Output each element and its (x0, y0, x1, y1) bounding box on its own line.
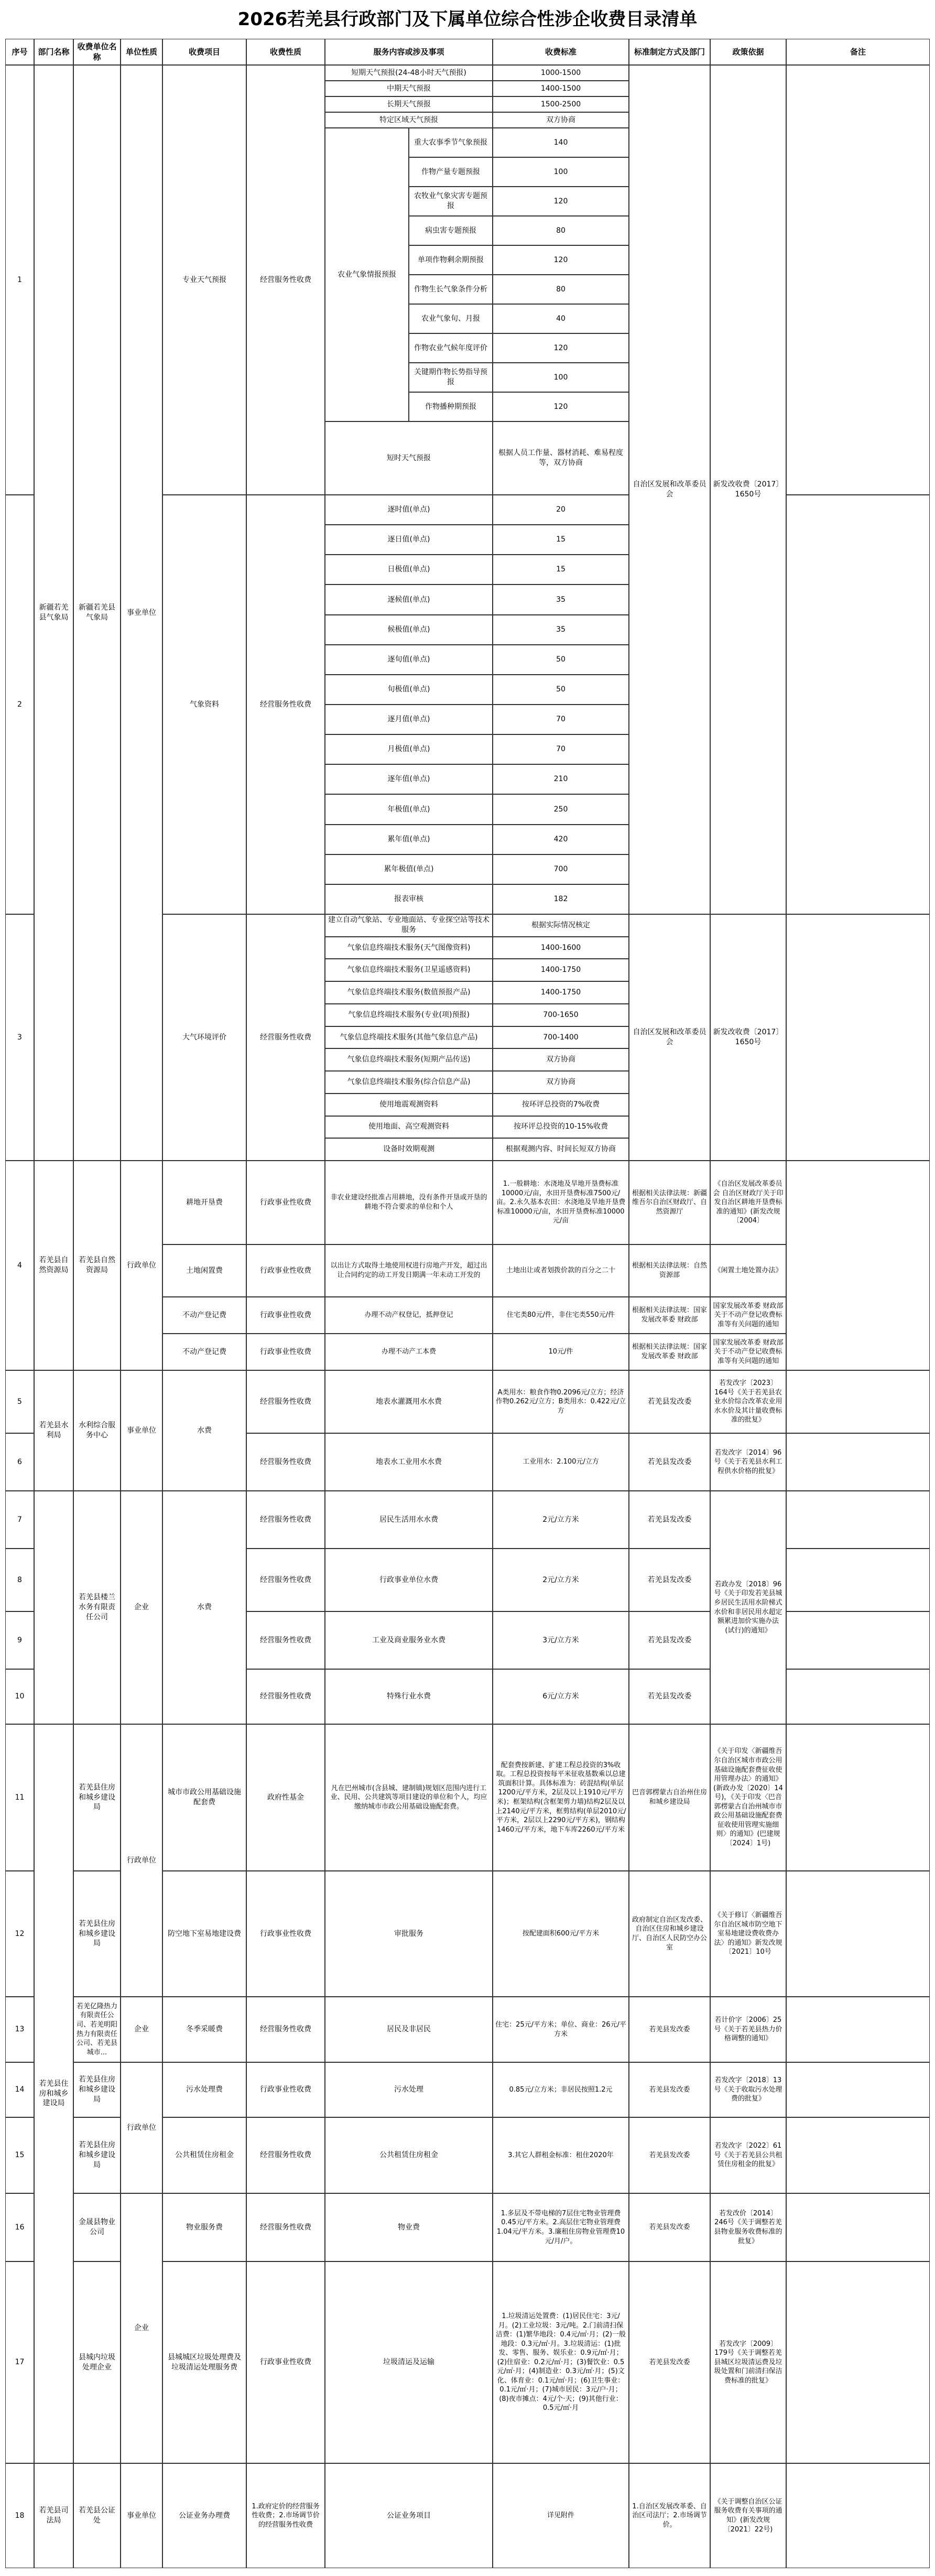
service-content: 使用地震观测资料 (325, 1094, 493, 1116)
fee-standard: 700-1650 (493, 1004, 629, 1026)
fee-standard: 1500-2500 (493, 96, 629, 112)
department-name: 若羌县自然资源局 (34, 1161, 73, 1370)
fee-item: 城市市政公用基础设施配套费 (162, 1724, 246, 1871)
service-content: 长期天气预报 (325, 96, 493, 112)
fee-standard: 1400-1500 (493, 81, 629, 96)
fee-item: 耕地开垦费 (162, 1161, 246, 1244)
fee-standard: 详见附件 (493, 2463, 629, 2568)
standard-setter: 若羌县发改委 (629, 1669, 710, 1724)
fee-standard: 80 (493, 216, 629, 245)
row-number: 4 (5, 1161, 34, 1370)
standard-setter: 若羌县发改委 (629, 2261, 710, 2463)
remark-cell (786, 1549, 930, 1611)
fee-item: 气象资料 (162, 495, 246, 914)
unit-name: 若羌县自然资源局 (73, 1161, 121, 1370)
policy-basis: 国家发展改革委 财政部关于不动产登记收费标准等有关问题的通知 (710, 1297, 786, 1334)
unit-nature: 企业 (121, 1491, 162, 1724)
remark-cell (786, 1370, 930, 1433)
service-content: 审批服务 (325, 1871, 493, 1997)
unit-name: 若羌县住房和城乡建设局 (73, 1871, 121, 1997)
service-content: 月极值(单点) (325, 734, 493, 764)
standard-setter: 根据相关法律法规：自然资源部 (629, 1244, 710, 1297)
service-content: 建立自动气象站、专业地面站、专业探空站等技术服务 (325, 914, 493, 937)
service-content: 以出让方式取得土地使用权进行房地产开发，超过出让合同约定的动工开发日期满一年未动工开发的 (325, 1244, 493, 1297)
row-number: 6 (5, 1433, 34, 1491)
policy-basis: 新发改收费〔2017〕1650号 (710, 65, 786, 914)
department-name: 若羌县住房和城乡建设局 (34, 1724, 73, 2463)
remark-cell (786, 1997, 930, 2062)
service-content: 凡在巴州城市(含县城、建制镇)规划区范围内进行工业、民用、公共建筑等项目建设的单位和个人，均应缴纳城市市政公用基础设施配套费。 (325, 1724, 493, 1871)
unit-name: 若羌县楼兰水务有限责任公司 (73, 1491, 121, 1724)
policy-basis: 若计价字〔2006〕25号《关于若羌县热力价格调整的通知》 (710, 1997, 786, 2062)
fee-type: 行政事业性收费 (246, 2261, 325, 2463)
service-content: 工业及商业服务业水费 (325, 1611, 493, 1669)
fee-standard: 80 (493, 275, 629, 304)
row-number: 11 (5, 1724, 34, 1871)
service-content: 特殊行业水费 (325, 1669, 493, 1724)
fee-standard: 35 (493, 585, 629, 614)
fee-standard: 50 (493, 675, 629, 705)
policy-basis: 若发改价〔2014〕246号《关于调整若羌县物业服务收费标准的批复》 (710, 2193, 786, 2261)
service-content: 逐旬值(单点) (325, 645, 493, 675)
fee-catalog-table (5, 39, 930, 2568)
fee-item: 水费 (162, 1370, 246, 1491)
standard-setter: 若羌县发改委 (629, 2117, 710, 2193)
fee-standard: 住宅类80元/件，非住宅类550元/件 (493, 1297, 629, 1334)
fee-standard: 2元/立方米 (493, 1491, 629, 1549)
policy-basis: 若发改字〔2023〕164号《关于若羌县农业水价综合改革农业用水水价及其计量收费标准的批复》 (710, 1370, 786, 1433)
fee-standard: 210 (493, 764, 629, 794)
remark-cell (786, 1871, 930, 1997)
fee-type: 政府性基金 (246, 1724, 325, 1871)
service-content: 关键期作物长势指导预报 (409, 363, 493, 392)
remark-cell (786, 1491, 930, 1549)
remark-cell (786, 1611, 930, 1669)
fee-standard: 420 (493, 825, 629, 854)
fee-standard: 2元/立方米 (493, 1549, 629, 1611)
department-name-empty (34, 1491, 73, 1724)
fee-item: 不动产登记费 (162, 1297, 246, 1334)
fee-standard: 配套费按新建、扩建工程总投资的3%收取。工程总投资按每平米征收基数乘以总建筑面积计算。具体标准为：砖混结构(单层1200元/平方米，2层及以上1910元/平方米)；框架结构(含框架剪力墙)结构2层及以上2140元/平方米，框剪结构(单层2010元/平方米，2层以上2290元/平方米)，钢结构1460元/平方米，地下车库2260元/平方米 (493, 1724, 629, 1871)
fee-standard: 1400-1750 (493, 981, 629, 1004)
service-content: 污水处理 (325, 2062, 493, 2117)
service-content: 旬极值(单点) (325, 675, 493, 705)
service-content: 逐年值(单点) (325, 764, 493, 794)
fee-item: 专业天气预报 (162, 65, 246, 495)
fee-standard: 住宅：25元/平方米；单位、商业：26元/平方米 (493, 1997, 629, 2062)
department-name: 若羌县水利局 (34, 1370, 73, 1491)
fee-standard: 120 (493, 333, 629, 363)
service-content: 作物农业气候年度评价 (409, 333, 493, 363)
header-cell: 备注 (786, 39, 930, 65)
row-number: 15 (5, 2117, 34, 2193)
fee-item: 公共租赁住房租金 (162, 2117, 246, 2193)
fee-item: 冬季采暖费 (162, 1997, 246, 2062)
service-content: 物业费 (325, 2193, 493, 2261)
fee-standard: 182 (493, 884, 629, 914)
standard-setter: 政府制定自治区发改委、自治区住房和城乡建设厅、自治区人民防空办公室 (629, 1871, 710, 1997)
fee-standard: 100 (493, 157, 629, 187)
service-content: 年极值(单点) (325, 794, 493, 824)
fee-standard: 按配建面积600元/平方米 (493, 1871, 629, 1997)
fee-type: 经营服务性收费 (246, 2193, 325, 2261)
policy-basis: 若发改字〔2014〕96号《关于若羌县水利工程供水价格的批复》 (710, 1433, 786, 1491)
unit-nature: 行政单位 (121, 1724, 162, 1997)
header-cell: 收费单位名称 (73, 39, 121, 65)
standard-setter: 巴音郭楞蒙古自治州住房和城乡建设局 (629, 1724, 710, 1871)
service-content: 短时天气预报 (325, 421, 493, 495)
service-content: 使用地面、高空观测资料 (325, 1116, 493, 1139)
fee-type: 行政事业性收费 (246, 1297, 325, 1334)
service-content: 气象信息终端技术服务(短期产品传送) (325, 1048, 493, 1071)
fee-item: 大气环境评价 (162, 914, 246, 1161)
unit-name: 县城内垃圾处理企业 (73, 2261, 121, 2463)
standard-setter: 根据相关法律法规：新疆维吾尔自治区财政厅、自然资源厅 (629, 1161, 710, 1244)
fee-type: 行政事业性收费 (246, 1244, 325, 1297)
fee-standard: 20 (493, 495, 629, 525)
service-content: 中期天气预报 (325, 81, 493, 96)
fee-standard: 70 (493, 705, 629, 734)
service-content: 单项作物剩余期预报 (409, 245, 493, 275)
service-content: 逐候值(单点) (325, 585, 493, 614)
fee-standard: 土地出让或者划拨价款的百分之二十 (493, 1244, 629, 1297)
remark-cell (786, 2117, 930, 2193)
remark-cell (786, 2062, 930, 2117)
service-group-label: 农业气象情报预报 (325, 128, 409, 421)
service-content: 气象信息终端技术服务(综合信息产品) (325, 1071, 493, 1094)
header-cell: 收费标准 (493, 39, 629, 65)
header-cell: 序号 (5, 39, 34, 65)
policy-basis: 《关于修订〈新疆维吾尔自治区城市防空地下室易地建设费收费办法〉的通知》新发改规〔2021〕10号 (710, 1871, 786, 1997)
fee-standard: 6元/立方米 (493, 1669, 629, 1724)
fee-item: 污水处理费 (162, 2062, 246, 2117)
policy-basis: 若发改字〔2022〕61号《关于若羌县公共租赁住房租金的批复》 (710, 2117, 786, 2193)
service-content: 作物生长气象条件分析 (409, 275, 493, 304)
fee-standard: 40 (493, 304, 629, 333)
service-content: 非农业建设经批准占用耕地，没有条件开垦或开垦的耕地不符合要求的单位和个人 (325, 1161, 493, 1244)
service-content: 日极值(单点) (325, 555, 493, 585)
service-content: 气象信息终端技术服务(数值预报产品) (325, 981, 493, 1004)
fee-standard: 根据观测内容、时间长短双方协商 (493, 1138, 629, 1161)
service-content: 累年极值(单点) (325, 854, 493, 884)
remark-cell (786, 1433, 930, 1491)
row-number: 12 (5, 1871, 34, 1997)
service-content: 农牧业气象灾害专题预报 (409, 187, 493, 216)
service-content: 垃圾清运及运输 (325, 2261, 493, 2463)
policy-basis: 《自治区发展改革委员会 自治区财政厅关于印发自治区耕地开垦费标准的通知》(新发改规〔2004〕 (710, 1161, 786, 1244)
fee-standard: 1.垃圾清运处置费：(1)居民住宅：3元/月。(2)工业垃圾：3元/吨。2.门前清扫保洁费：(1)繁华地段：0.4元/㎡·月；(2)一般地段：0.3元/㎡·月。3.垃圾清运：(1)批发、零售、服务、娱乐业：0.9元/㎡·月；(2)住宿业：0.2元/㎡·月；(3)餐饮业：0.5元/㎡·月；(4)制造业：0.3元/㎡·月；(5)文化、体育业：0.1元/㎡·月；(6)卫生事业：0.1元/㎡·月；(7)城市居民：3元/户·月；(8)夜市摊点：4元/个·天；(9)其他行业：0.5元/㎡·月 (493, 2261, 629, 2463)
fee-standard: 根据人员工作量、器材消耗、难易程度等，双方协商 (493, 421, 629, 495)
standard-setter: 自治区发展和改革委员会 (629, 65, 710, 914)
fee-standard: 120 (493, 245, 629, 275)
fee-type: 经营服务性收费 (246, 1491, 325, 1549)
fee-type: 经营服务性收费 (246, 1669, 325, 1724)
service-content: 办理不动产权登记，抵押登记 (325, 1297, 493, 1334)
standard-setter: 若羌县发改委 (629, 1611, 710, 1669)
policy-basis: 若发改字〔2009〕179号《关于调整若羌县城区垃圾清运费及垃圾处置和门前清扫保洁费标准的批复》 (710, 2261, 786, 2463)
service-content: 病虫害专题预报 (409, 216, 493, 245)
unit-name: 金晟县物业公司 (73, 2193, 121, 2261)
row-number: 13 (5, 1997, 34, 2062)
unit-nature: 企业 (121, 1997, 162, 2062)
fee-type: 行政事业性收费 (246, 2062, 325, 2117)
unit-name: 若羌县公证处 (73, 2463, 121, 2568)
service-content: 作物播种期预报 (409, 392, 493, 421)
fee-type: 行政事业性收费 (246, 1161, 325, 1244)
service-content: 累年值(单点) (325, 825, 493, 854)
fee-standard: 15 (493, 555, 629, 585)
policy-basis: 《关于调整自治区公证服务收费有关事项的通知》(新发改规〔2021〕22号) (710, 2463, 786, 2568)
service-content: 候极值(单点) (325, 615, 493, 645)
row-number: 9 (5, 1611, 34, 1669)
unit-name: 若羌县住房和城乡建设局 (73, 2117, 121, 2193)
header-cell: 收费性质 (246, 39, 325, 65)
fee-standard: 1400-1750 (493, 959, 629, 981)
policy-basis: 《闲置土地处置办法》 (710, 1244, 786, 1297)
standard-setter: 若羌县发改委 (629, 1491, 710, 1549)
service-content: 公证业务项目 (325, 2463, 493, 2568)
remark-cell (786, 1669, 930, 1724)
service-content: 行政事业单位水费 (325, 1549, 493, 1611)
fee-standard: 70 (493, 734, 629, 764)
service-content: 农业气象旬、月报 (409, 304, 493, 333)
fee-item: 县城城区垃圾处理费及垃圾清运处理服务费 (162, 2261, 246, 2463)
header-cell: 标准制定方式及部门 (629, 39, 710, 65)
header-cell: 服务内容或涉及事项 (325, 39, 493, 65)
remark-cell (786, 2463, 930, 2568)
service-content: 作物产量专题预报 (409, 157, 493, 187)
fee-standard: 双方协商 (493, 1071, 629, 1094)
fee-standard: 50 (493, 645, 629, 675)
policy-basis: 新发改收费〔2017〕1650号 (710, 914, 786, 1161)
fee-standard: 0.85元/立方米；非居民按照1.2元 (493, 2062, 629, 2117)
service-content: 重大农事季节气象预报 (409, 128, 493, 157)
fee-standard: 工业用水：2.100元/立方 (493, 1433, 629, 1491)
service-content: 居民生活用水水费 (325, 1491, 493, 1549)
fee-standard: 3.其它人群租金标准：租住2020年 (493, 2117, 629, 2193)
unit-nature: 事业单位 (121, 2463, 162, 2568)
row-number: 18 (5, 2463, 34, 2568)
service-content: 气象信息终端技术服务(其他气象信息产品) (325, 1026, 493, 1049)
fee-standard: 双方协商 (493, 1048, 629, 1071)
remark-cell (786, 65, 930, 495)
service-content: 逐时值(单点) (325, 495, 493, 525)
service-content: 逐日值(单点) (325, 525, 493, 555)
standard-setter: 若羌县发改委 (629, 2062, 710, 2117)
fee-standard: 35 (493, 615, 629, 645)
remark-cell (786, 2261, 930, 2463)
unit-nature: 行政单位 (121, 1161, 162, 1370)
service-content: 居民及非居民 (325, 1997, 493, 2062)
service-content: 办理不动产工本费 (325, 1334, 493, 1370)
header-cell: 政策依据 (710, 39, 786, 65)
standard-setter: 自治区发展和改革委员会 (629, 914, 710, 1161)
standard-setter: 根据相关法律法规：国家发展改革委 财政部 (629, 1334, 710, 1370)
standard-setter: 若羌县发改委 (629, 2193, 710, 2261)
fee-standard: 100 (493, 363, 629, 392)
fee-type: 1.政府定价的经营服务性收费；2.市场调节价的经营服务性收费 (246, 2463, 325, 2568)
fee-standard: 15 (493, 525, 629, 555)
fee-standard: 1000-1500 (493, 65, 629, 81)
fee-standard: 10元/件 (493, 1334, 629, 1370)
page-title: 2026若羌县行政部门及下属单位综合性涉企收费目录清单 (237, 9, 698, 30)
header-cell: 收费项目 (162, 39, 246, 65)
service-content: 地表水灌溉用水水费 (325, 1370, 493, 1433)
fee-item: 公证业务办理费 (162, 2463, 246, 2568)
fee-standard: 1.一般耕地：水浇地及旱地开垦费标准10000元/亩，水田开垦费标准7500元/亩。2.永久基本农田：水浇地及旱地开垦费标准10000元/亩，水田开垦费标准10000元/亩 (493, 1161, 629, 1244)
policy-basis: 国家发展改革委 财政部关于不动产登记收费标准等有关问题的通知 (710, 1334, 786, 1370)
fee-item: 物业服务费 (162, 2193, 246, 2261)
service-content: 设备时效期观测 (325, 1138, 493, 1161)
department-name: 新疆若羌县气象局 (34, 65, 73, 1161)
service-content: 气象信息终端技术服务(卫星遥感资料) (325, 959, 493, 981)
remark-cell (786, 914, 930, 1161)
remark-cell (786, 2193, 930, 2261)
remark-cell (786, 1724, 930, 1871)
standard-setter: 1.自治区发展改革委、自治区司法厅；2.市场调节价。 (629, 2463, 710, 2568)
row-number: 7 (5, 1491, 34, 1549)
unit-name: 若羌县住房和城乡建设局 (73, 1724, 121, 1871)
fee-item: 水费 (162, 1491, 246, 1724)
fee-item: 防空地下室易地建设费 (162, 1871, 246, 1997)
row-number: 1 (5, 65, 34, 495)
unit-nature: 企业 (121, 2193, 162, 2463)
fee-type: 经营服务性收费 (246, 65, 325, 495)
policy-basis: 若发改字〔2018〕13号《关于收取污水处理费的批复》 (710, 2062, 786, 2117)
fee-standard: 双方协商 (493, 112, 629, 128)
remark-cell (786, 1161, 930, 1370)
unit-nature: 事业单位 (121, 1370, 162, 1491)
policy-basis: 《关于印发〈新疆维吾尔自治区城市市政公用基础设施配套费征收使用管理办法〉的通知》(新政办发〔2020〕14号)，《关于印发〈巴音郭楞蒙古自治州城市市政公用基础设施配套费征收使用管理实施细则〉的通知》(巴建规〔2024〕1号) (710, 1724, 786, 1871)
row-number: 2 (5, 495, 34, 914)
fee-standard: 1.多层及不带电梯的7层住宅物业管理费0.45元/平方米。2.高层住宅物业管理费1.04元/平方米。3.廉租住房物业管理费10元/月/户。 (493, 2193, 629, 2261)
fee-type: 经营服务性收费 (246, 1549, 325, 1611)
fee-standard: 700 (493, 854, 629, 884)
service-content: 报表审核 (325, 884, 493, 914)
standard-setter: 若羌县发改委 (629, 1370, 710, 1433)
fee-item: 不动产登记费 (162, 1334, 246, 1370)
header-cell: 单位性质 (121, 39, 162, 65)
remark-cell (786, 495, 930, 914)
fee-standard: 120 (493, 392, 629, 421)
header-cell: 部门名称 (34, 39, 73, 65)
service-content: 地表水工业用水水费 (325, 1433, 493, 1491)
fee-standard: 根据实际情况核定 (493, 914, 629, 937)
fee-type: 经营服务性收费 (246, 1433, 325, 1491)
row-number: 5 (5, 1370, 34, 1433)
fee-item: 土地闲置费 (162, 1244, 246, 1297)
fee-standard: A类用水：粮食作物0.2096元/立方；经济作物0.262元/立方；B类用水：0.422元/立方 (493, 1370, 629, 1433)
policy-basis: 若政办发〔2018〕96号《关于印发若羌县城乡居民生活用水阶梯式水价和非居民用水超定额累进加价实施办法(试行)的通知》 (710, 1491, 786, 1724)
unit-nature: 行政单位 (121, 2062, 162, 2193)
fee-type: 经营服务性收费 (246, 1370, 325, 1433)
standard-setter: 若羌县发改委 (629, 1549, 710, 1611)
service-content: 特定区域天气预报 (325, 112, 493, 128)
row-number: 17 (5, 2261, 34, 2463)
fee-type: 经营服务性收费 (246, 495, 325, 914)
fee-type: 经营服务性收费 (246, 2117, 325, 2193)
department-name: 若羌县司法局 (34, 2463, 73, 2568)
standard-setter: 根据相关法律法规：国家发展改革委 财政部 (629, 1297, 710, 1334)
fee-standard: 按环评总投资的10-15%收费 (493, 1116, 629, 1139)
fee-type: 行政事业性收费 (246, 1334, 325, 1370)
unit-name: 水利综合服务中心 (73, 1370, 121, 1491)
row-number: 3 (5, 914, 34, 1161)
fee-standard: 按环评总投资的7%收费 (493, 1094, 629, 1116)
unit-name: 若羌县住房和城乡建设局 (73, 2062, 121, 2117)
unit-nature: 事业单位 (121, 65, 162, 1161)
fee-type: 行政事业性收费 (246, 1871, 325, 1997)
service-content: 气象信息终端技术服务(天气图像资料) (325, 937, 493, 959)
fee-standard: 700-1400 (493, 1026, 629, 1049)
service-content: 短期天气预报(24-48小时天气预报) (325, 65, 493, 81)
unit-name: 若羌亿隆热力有限责任公司、若羌明阳热力有限责任公司、若羌县城市... (73, 1997, 121, 2062)
service-content: 公共租赁住房租金 (325, 2117, 493, 2193)
fee-standard: 3元/立方米 (493, 1611, 629, 1669)
service-content: 逐月值(单点) (325, 705, 493, 734)
row-number: 16 (5, 2193, 34, 2261)
fee-type: 经营服务性收费 (246, 1611, 325, 1669)
fee-standard: 250 (493, 794, 629, 824)
fee-type: 经营服务性收费 (246, 914, 325, 1161)
service-content: 气象信息终端技术服务(专业(项)预报) (325, 1004, 493, 1026)
unit-name: 新疆若羌县气象局 (73, 65, 121, 1161)
row-number: 8 (5, 1549, 34, 1611)
fee-standard: 120 (493, 187, 629, 216)
fee-type: 经营服务性收费 (246, 1997, 325, 2062)
row-number: 10 (5, 1669, 34, 1724)
fee-standard: 1400-1600 (493, 937, 629, 959)
fee-standard: 140 (493, 128, 629, 157)
standard-setter: 若羌县发改委 (629, 1433, 710, 1491)
row-number: 14 (5, 2062, 34, 2117)
standard-setter: 若羌县发改委 (629, 1997, 710, 2062)
